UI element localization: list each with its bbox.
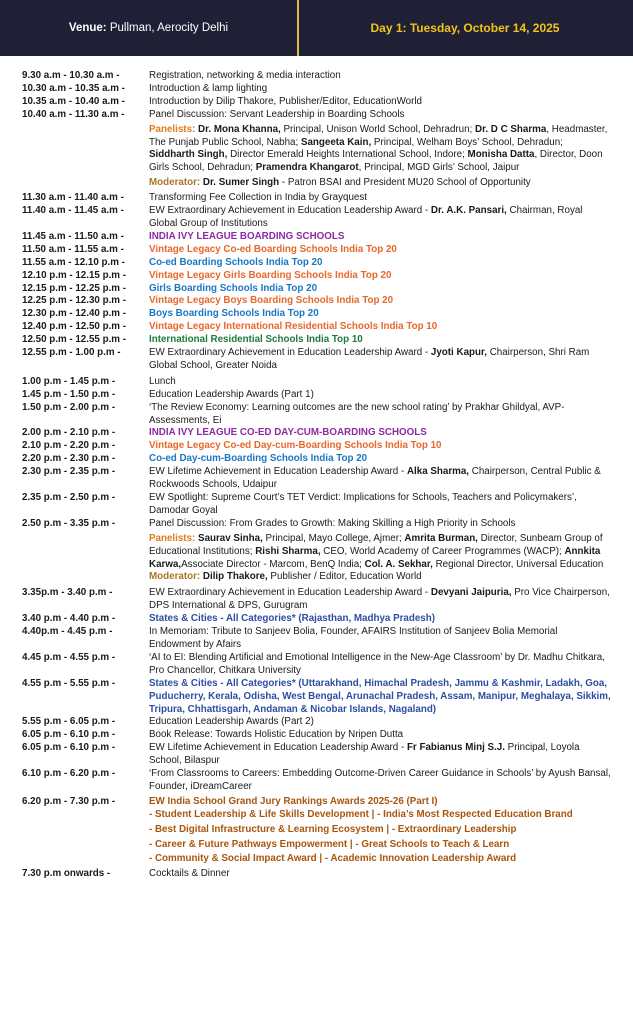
venue <box>0 22 297 34</box>
panelist-name: Col. A. Sekhar, <box>364 558 433 570</box>
agenda-time: 10.40 a.m - 11.30 a.m - <box>22 108 125 120</box>
agenda-row <box>0 192 633 205</box>
agenda-desc: EW Spotlight: Supreme Court’s TET Verdict: Implications for Schools, Teachers and Policymakers’, Damodar Goyal <box>149 492 577 516</box>
panelist-name: Monisha Datta <box>467 149 535 161</box>
panelist-info: , Director, Doon Girls School, Dehradun; <box>149 149 603 174</box>
agenda-desc: Education Leadership Awards (Part 1) <box>149 388 314 400</box>
award-category: - Best Digital Infrastructure & Learning Ecosystem | - Extraordinary Leadership <box>149 823 517 835</box>
agenda-row <box>0 295 633 308</box>
agenda-row <box>0 716 633 729</box>
moderator-info: - Patron BSAI and President MU20 School of Opportunity <box>279 177 531 189</box>
panelist-name: Dr. Mona Khanna, <box>198 123 281 135</box>
agenda-time: 12.15 p.m - 12.25 p.m - <box>22 282 127 294</box>
agenda-desc: Vintage Legacy Girls Boarding Schools India Top 20 <box>149 269 392 281</box>
agenda-row <box>0 376 633 389</box>
venue-label: Venue: <box>68 22 107 34</box>
panelist-info: Principal, Unison World School, Dehradrun; <box>280 123 475 135</box>
agenda-time: 6.05 p.m - 6.10 p.m - <box>22 729 116 741</box>
agenda-desc <box>149 742 611 768</box>
panelists-label: Panelists: <box>149 123 196 135</box>
agenda-time: 12.50 p.m - 12.55 p.m - <box>22 334 127 346</box>
moderator-info: Publisher / Editor, Education World <box>267 571 422 583</box>
agenda-row <box>0 678 633 717</box>
awardee-name: Dr. A.K. Pansari, <box>430 205 507 217</box>
agenda-desc: ‘AI to EI: Blending Artificial and Emotional Intelligence in the New-Age Classroom’ by Dr. Madhu Chitkara, Pro Chancellor, Chitkara University <box>149 651 605 676</box>
agenda-desc: Panel Discussion: From Grades to Growth: Making Skilling a High Priority in Schools <box>149 517 516 529</box>
desc-text: Chairman, Royal Global Group of Institutions <box>149 205 583 229</box>
panelists-label: Panelists: <box>149 532 196 544</box>
day-label: Day 1: Tuesday, October 14, 2025 <box>370 21 560 35</box>
agenda-time: 3.35p.m - 3.40 p.m - <box>22 587 113 599</box>
panelist-name: Annkita Karwa, <box>149 545 601 570</box>
agenda-time: 1.00 p.m - 1.45 p.m - <box>22 375 116 387</box>
agenda-time: 9.30 a.m - 10.30 a.m - <box>22 70 120 81</box>
agenda-desc: International Residential Schools India Top 10 <box>149 334 363 346</box>
moderator-label: Moderator: <box>149 571 201 583</box>
agenda-row <box>0 347 633 373</box>
award-category: - Career & Future Pathways Empowerment | - Great Schools to Teach & Learn <box>149 838 510 850</box>
agenda-time: 2.20 p.m - 2.30 p.m - <box>22 453 116 465</box>
agenda-desc: INDIA IVY LEAGUE CO-ED DAY-CUM-BOARDING SCHOOLS <box>149 427 427 439</box>
panelist-name: Siddharth Singh, <box>149 149 228 161</box>
agenda-desc: In Memoriam: Tribute to Sanjeev Bolia, Founder, AFAIRS Institution of Sanjeev Bolia Memorial Endowment by Afairs <box>149 626 558 650</box>
agenda-row <box>0 231 633 244</box>
agenda-desc: Vintage Legacy Boys Boarding Schools India Top 20 <box>149 295 394 307</box>
agenda-time: 12.25 p.m - 12.30 p.m - <box>22 295 127 307</box>
agenda-time: 1.50 p.m - 2.00 p.m - <box>22 401 116 413</box>
agenda-row <box>0 466 633 492</box>
agenda-time: 3.40 p.m - 4.40 p.m - <box>22 613 116 625</box>
agenda-desc: Lunch <box>149 375 176 387</box>
agenda-time: 2.50 p.m - 3.35 p.m - <box>22 517 116 529</box>
desc-text: Pro Vice Chairperson, DPS International & DPS, Gurugram <box>149 587 610 612</box>
awardee-name: Jyoti Kapur, <box>430 347 487 359</box>
panelists-block <box>149 122 611 191</box>
agenda-desc <box>149 347 611 373</box>
moderator-line <box>149 571 611 584</box>
header-divider <box>297 0 299 56</box>
agenda-row <box>0 244 633 257</box>
agenda-list <box>0 56 633 881</box>
agenda-desc: States & Cities - All Categories* (Uttarakhand, Himachal Pradesh, Jammu & Kashmir, Ladakh, Goa, Puducherry, Kerala, Odisha, West Bengal, Arunachal Pradesh, Assam, Manipur, Meghalaya, Sikkim, Tripura, Chhattisgarh, Andaman & Nicobar Islands, Nagaland) <box>149 677 611 715</box>
agenda-desc: Book Release: Towards Holistic Education by Nripen Dutta <box>149 729 404 741</box>
agenda-desc: Vintage Legacy Co-ed Boarding Schools India Top 20 <box>149 243 397 255</box>
agenda-row <box>0 321 633 334</box>
agenda-desc: Co-ed Day-cum-Boarding Schools India Top 20 <box>149 453 368 465</box>
panelist-name: Sangeeta Kain, <box>300 136 372 148</box>
panelists-block <box>149 531 611 585</box>
agenda-row <box>0 427 633 440</box>
agenda-desc: Education Leadership Awards (Part 2) <box>149 716 314 728</box>
agenda-row <box>0 868 633 881</box>
desc-text: EW Extraordinary Achievement in Education Leadership Award - <box>149 347 431 359</box>
agenda-time: 11.40 a.m - 11.45 a.m - <box>22 205 124 217</box>
panelist-info: Associate Director - Marcom, BenQ India; <box>181 558 365 570</box>
agenda-time: 4.45 p.m - 4.55 p.m - <box>22 651 116 663</box>
agenda-time: 1.45 p.m - 1.50 p.m - <box>22 388 116 400</box>
agenda-time: 12.40 p.m - 12.50 p.m - <box>22 321 127 333</box>
agenda-time: 2.30 p.m - 2.35 p.m - <box>22 466 116 478</box>
agenda-row <box>0 613 633 626</box>
desc-text: Chairperson, Central Public & Rockwoods Schools, Udaipur <box>149 466 601 491</box>
agenda-time: 2.10 p.m - 2.20 p.m - <box>22 440 116 452</box>
agenda-desc: Transforming Fee Collection in India by Grayquest <box>149 192 367 204</box>
agenda-row <box>0 70 633 83</box>
panelist-name: Saurav Sinha, <box>198 532 263 544</box>
agenda-desc: Boys Boarding Schools India Top 20 <box>149 308 319 320</box>
agenda-desc: Vintage Legacy International Residential Schools India Top 10 <box>149 321 438 333</box>
agenda-row <box>0 518 633 531</box>
agenda-time: 5.55 p.m - 6.05 p.m - <box>22 716 116 728</box>
moderator-name: Dr. Sumer Singh <box>202 177 280 189</box>
agenda-time: 11.50 a.m - 11.55 a.m - <box>22 243 124 255</box>
agenda-time: 7.30 p.m onwards - <box>22 868 111 880</box>
agenda-time: 12.55 p.m - 1.00 p.m - <box>22 347 121 359</box>
awards-categories <box>149 809 611 867</box>
agenda-time: 2.00 p.m - 2.10 p.m - <box>22 427 116 439</box>
desc-text: Principal, Loyola School, Bilaspur <box>149 742 580 767</box>
desc-text: EW Lifetime Achievement in Education Leadership Award - <box>149 742 407 754</box>
agenda-time: 10.35 a.m - 10.40 a.m - <box>22 95 125 107</box>
agenda-row <box>0 96 633 109</box>
panelist-info: , Headmaster, The Punjab Public School, Nabha; <box>149 123 608 148</box>
agenda-row <box>0 308 633 321</box>
agenda-time: 11.45 a.m - 11.50 a.m - <box>22 230 124 242</box>
agenda-desc: Registration, networking & media interaction <box>149 70 341 81</box>
panelist-info: , Principal, MGD Girls’ School, Jaipur <box>358 162 520 174</box>
agenda-desc: Girls Boarding Schools India Top 20 <box>149 282 318 294</box>
agenda-row <box>0 205 633 231</box>
panelist-name: Dr. D C Sharma <box>475 123 547 135</box>
awardee-name: Devyani Jaipuria, <box>430 587 512 599</box>
moderator-name: Dilip Thakore, <box>202 571 268 583</box>
agenda-desc: Co-ed Boarding Schools India Top 20 <box>149 256 323 268</box>
agenda-desc <box>149 205 611 231</box>
agenda-desc: Cocktails & Dinner <box>149 868 230 880</box>
agenda-desc: Vintage Legacy Co-ed Day-cum-Boarding Schools India Top 10 <box>149 440 442 452</box>
desc-text: Chairperson, Shri Ram Global School, Greater Noida <box>149 347 590 371</box>
agenda-desc <box>149 466 611 492</box>
panel-details <box>0 531 633 585</box>
agenda-row <box>0 109 633 122</box>
agenda-desc: Introduction & lamp lighting <box>149 82 268 94</box>
agenda-desc: States & Cities - All Categories* (Rajasthan, Madhya Pradesh) <box>149 613 436 625</box>
agenda-time: 10.30 a.m - 10.35 a.m - <box>22 82 125 94</box>
awardee-name: Fr Fabianus Minj S.J. <box>406 742 505 754</box>
agenda-desc: INDIA IVY LEAGUE BOARDING SCHOOLS <box>149 230 345 242</box>
panelist-info: CEO, World Academy of Career Programmes (WACP); <box>320 545 565 557</box>
moderator-line <box>149 177 611 190</box>
agenda-row <box>0 796 633 809</box>
agenda-time: 12.10 p.m - 12.15 p.m - <box>22 269 127 281</box>
agenda-time: 6.10 p.m - 6.20 p.m - <box>22 768 116 780</box>
agenda-time: 6.20 p.m - 7.30 p.m - <box>22 795 116 807</box>
panel-details <box>0 122 633 191</box>
agenda-row <box>0 492 633 518</box>
agenda-row <box>0 652 633 678</box>
agenda-row <box>0 626 633 652</box>
agenda-desc: EW India School Grand Jury Rankings Awards 2025-26 (Part I) <box>149 795 438 807</box>
agenda-time: 2.35 p.m - 2.50 p.m - <box>22 492 116 503</box>
venue-value: Pullman, Aerocity Delhi <box>106 22 229 34</box>
panelist-info: Director, Sunbeam Group of Educational Institutions; <box>149 532 603 557</box>
desc-text: EW Lifetime Achievement in Education Leadership Award - <box>149 466 407 478</box>
panelist-info: Director Emerald Heights International School, Indore; <box>227 149 468 161</box>
awardee-name: Alka Sharma, <box>406 466 470 478</box>
header-banner <box>0 0 633 56</box>
agenda-row <box>0 402 633 428</box>
desc-text: EW Extraordinary Achievement in Education Leadership Award - <box>149 205 431 217</box>
agenda-row <box>0 83 633 96</box>
agenda-time: 4.55 p.m - 5.55 p.m - <box>22 677 116 689</box>
agenda-row <box>0 440 633 453</box>
agenda-desc: ‘From Classrooms to Careers: Embedding Outcome-Driven Career Guidance in Schools’ by Ayush Bansal, Founder, iDreamCareer <box>149 768 611 792</box>
agenda-time: 4.40p.m - 4.45 p.m - <box>22 626 113 638</box>
agenda-row <box>0 453 633 466</box>
panelist-name: Rishi Sharma, <box>255 545 321 557</box>
agenda-row <box>0 768 633 794</box>
agenda-time: 12.30 p.m - 12.40 p.m - <box>22 308 127 320</box>
agenda-desc: ‘The Review Economy: Learning outcomes are the new school rating’ by Prakhar Ghildyal, AVP- Assessments, Ei <box>149 401 565 426</box>
agenda-time: 11.30 a.m - 11.40 a.m - <box>22 192 124 204</box>
award-category: - Student Leadership & Life Skills Development | - India’s Most Respected Education Brand <box>149 808 573 820</box>
agenda-row <box>0 742 633 768</box>
agenda-row <box>0 334 633 347</box>
panelist-info: Principal, Welham Boys’ School, Dehradun; <box>371 136 563 148</box>
awards-list <box>0 809 633 867</box>
panelist-info: Principal, Mayo College, Ajmer; <box>262 532 405 544</box>
agenda-time: 11.55 a.m - 12.10 p.m - <box>22 256 125 268</box>
agenda-desc: Introduction by Dilip Thakore, Publisher/Editor, EducationWorld <box>149 95 423 107</box>
award-category: - Community & Social Impact Award | - Academic Innovation Leadership Award <box>149 853 517 865</box>
agenda-time: 6.05 p.m - 6.10 p.m - <box>22 742 116 754</box>
agenda-row <box>0 257 633 270</box>
moderator-label: Moderator: <box>149 177 201 189</box>
agenda-row <box>0 587 633 613</box>
agenda-row <box>0 283 633 296</box>
agenda-desc <box>149 587 611 613</box>
panelist-name: Amrita Burman, <box>404 532 478 544</box>
agenda-row <box>0 729 633 742</box>
agenda-row <box>0 389 633 402</box>
panelist-info: Regional Director, Universal Education <box>432 558 604 570</box>
panelist-name: Pramendra Khangarot <box>255 162 359 174</box>
agenda-desc: Panel Discussion: Servant Leadership in Boarding Schools <box>149 108 405 120</box>
agenda-row <box>0 270 633 283</box>
desc-text: EW Extraordinary Achievement in Education Leadership Award - <box>149 587 431 599</box>
